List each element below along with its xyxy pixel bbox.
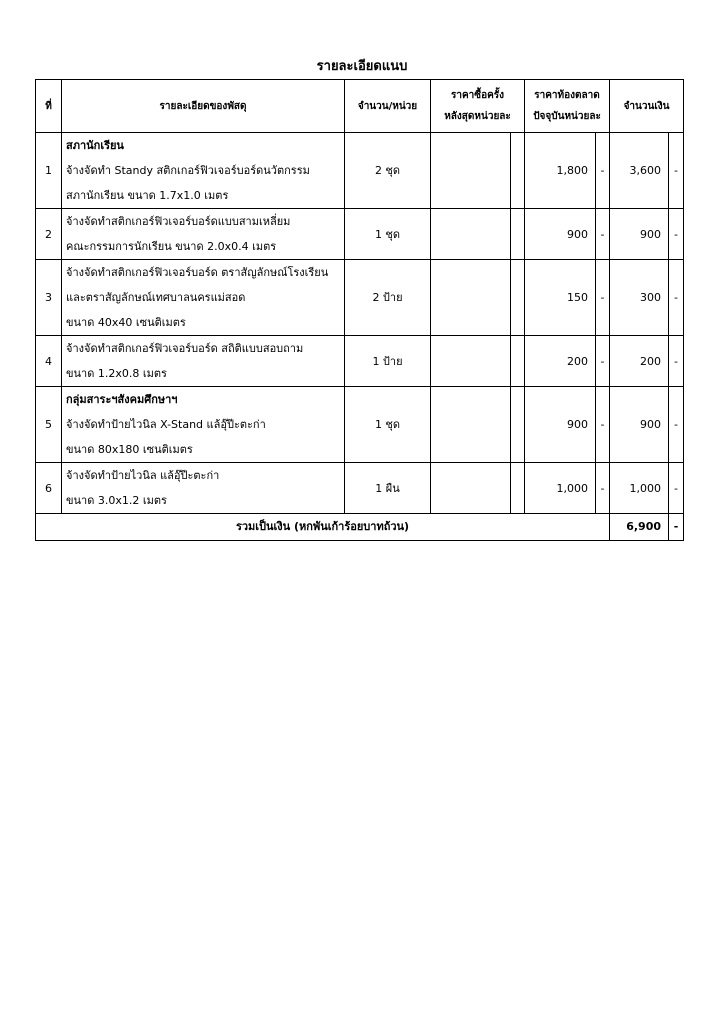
group-heading: กลุ่มสาระฯสังคมศึกษาฯ <box>66 393 178 406</box>
description-line: ขนาด 1.2x0.8 เมตร <box>66 367 167 380</box>
header-market-price-line2: ปัจจุบันหน่วยละ <box>533 111 601 122</box>
row-last-price-satang <box>511 336 525 387</box>
row-quantity: 1 ชุด <box>345 387 431 463</box>
row-amount: 200 <box>610 336 669 387</box>
row-description <box>62 463 345 514</box>
row-number: 5 <box>36 387 62 463</box>
row-last-price <box>431 133 511 209</box>
row-quantity: 2 ป้าย <box>345 260 431 336</box>
row-number: 2 <box>36 209 62 260</box>
row-unit-price-dash: - <box>596 387 610 463</box>
row-amount-dash: - <box>669 387 684 463</box>
table-row <box>36 336 684 387</box>
row-amount: 3,600 <box>610 133 669 209</box>
row-last-price <box>431 260 511 336</box>
row-quantity: 1 ชุด <box>345 209 431 260</box>
row-amount: 900 <box>610 209 669 260</box>
header-amount: จำนวนเงิน <box>610 80 684 133</box>
total-label: รวมเป็นเงิน (หกพันเก้าร้อยบาทถ้วน) <box>36 514 610 541</box>
description-line: จ้างจัดทำสติกเกอร์ฟิวเจอร์บอร์ด สถิติแบบสอบถาม <box>66 342 304 355</box>
header-last-price-line2: หลังสุดหน่วยละ <box>444 111 511 122</box>
row-last-price <box>431 387 511 463</box>
row-last-price-satang <box>511 260 525 336</box>
description-line: จ้างจัดทำป้ายไวนิล X-Stand แล้อุ๊ปีะตะก่า <box>66 418 266 431</box>
row-amount: 300 <box>610 260 669 336</box>
header-quantity: จำนวน/หน่วย <box>345 80 431 133</box>
row-quantity: 1 ผืน <box>345 463 431 514</box>
row-number: 4 <box>36 336 62 387</box>
total-amount: 6,900 <box>610 514 669 541</box>
description-line: จ้างจัดทำสติกเกอร์ฟิวเจอร์บอร์ด ตราสัญลักษณ์โรงเรียน <box>66 266 329 279</box>
row-unit-price-dash: - <box>596 463 610 514</box>
row-quantity: 2 ชุด <box>345 133 431 209</box>
header-market-price <box>525 80 610 133</box>
row-amount-dash: - <box>669 209 684 260</box>
page-title: รายละเอียดแนบ <box>316 59 408 74</box>
description-line: สภานักเรียน ขนาด 1.7x1.0 เมตร <box>66 189 229 202</box>
row-amount-dash: - <box>669 336 684 387</box>
description-line: จ้างจัดทำป้ายไวนิล แล้อุ๊ปีะตะก่า <box>66 469 220 482</box>
row-last-price-satang <box>511 209 525 260</box>
row-unit-price: 1,800 <box>525 133 596 209</box>
header-last-price-line1: ราคาซื้อครั้ง <box>450 90 505 101</box>
row-last-price-satang <box>511 133 525 209</box>
row-amount: 1,000 <box>610 463 669 514</box>
row-unit-price: 200 <box>525 336 596 387</box>
table-row <box>36 387 684 463</box>
description-line: จ้างจัดทำ Standy สติกเกอร์ฟิวเจอร์บอร์ดนวัตกรรม <box>66 164 310 177</box>
description-line: ขนาด 40x40 เซนติเมตร <box>66 316 186 329</box>
table-header-row <box>36 80 684 133</box>
row-amount: 900 <box>610 387 669 463</box>
row-amount-dash: - <box>669 260 684 336</box>
row-description <box>62 260 345 336</box>
description-line: จ้างจัดทำสติกเกอร์ฟิวเจอร์บอร์ดแบบสามเหลี่ยม <box>66 215 291 228</box>
row-description <box>62 336 345 387</box>
row-unit-price-dash: - <box>596 336 610 387</box>
description-line: คณะกรรมการนักเรียน ขนาด 2.0x0.4 เมตร <box>66 240 277 253</box>
row-unit-price-dash: - <box>596 209 610 260</box>
row-unit-price: 900 <box>525 209 596 260</box>
row-unit-price: 150 <box>525 260 596 336</box>
table-row <box>36 209 684 260</box>
row-last-price <box>431 209 511 260</box>
row-description <box>62 209 345 260</box>
table-row <box>36 260 684 336</box>
row-last-price-satang <box>511 463 525 514</box>
header-market-price-line1: ราคาท้องตลาด <box>534 90 600 101</box>
row-description <box>62 133 345 209</box>
row-number: 1 <box>36 133 62 209</box>
row-unit-price-dash: - <box>596 133 610 209</box>
row-amount-dash: - <box>669 463 684 514</box>
table-row <box>36 133 684 209</box>
row-last-price <box>431 336 511 387</box>
row-unit-price: 1,000 <box>525 463 596 514</box>
row-number: 3 <box>36 260 62 336</box>
total-row <box>36 514 684 541</box>
description-line: และตราสัญลักษณ์เทศบาลนครแม่สอด <box>66 291 246 304</box>
row-description <box>62 387 345 463</box>
total-amount-dash: - <box>669 514 684 541</box>
description-line: ขนาด 3.0x1.2 เมตร <box>66 494 167 507</box>
row-unit-price-dash: - <box>596 260 610 336</box>
row-unit-price: 900 <box>525 387 596 463</box>
row-quantity: 1 ป้าย <box>345 336 431 387</box>
header-no: ที่ <box>36 80 62 133</box>
row-last-price <box>431 463 511 514</box>
group-heading: สภานักเรียน <box>66 139 124 152</box>
table-row <box>36 463 684 514</box>
details-table <box>35 79 684 541</box>
row-number: 6 <box>36 463 62 514</box>
table-body <box>36 133 684 514</box>
row-last-price-satang <box>511 387 525 463</box>
header-description: รายละเอียดของพัสดุ <box>62 80 345 133</box>
description-line: ขนาด 80x180 เซนติเมตร <box>66 443 193 456</box>
row-amount-dash: - <box>669 133 684 209</box>
header-last-price <box>431 80 525 133</box>
